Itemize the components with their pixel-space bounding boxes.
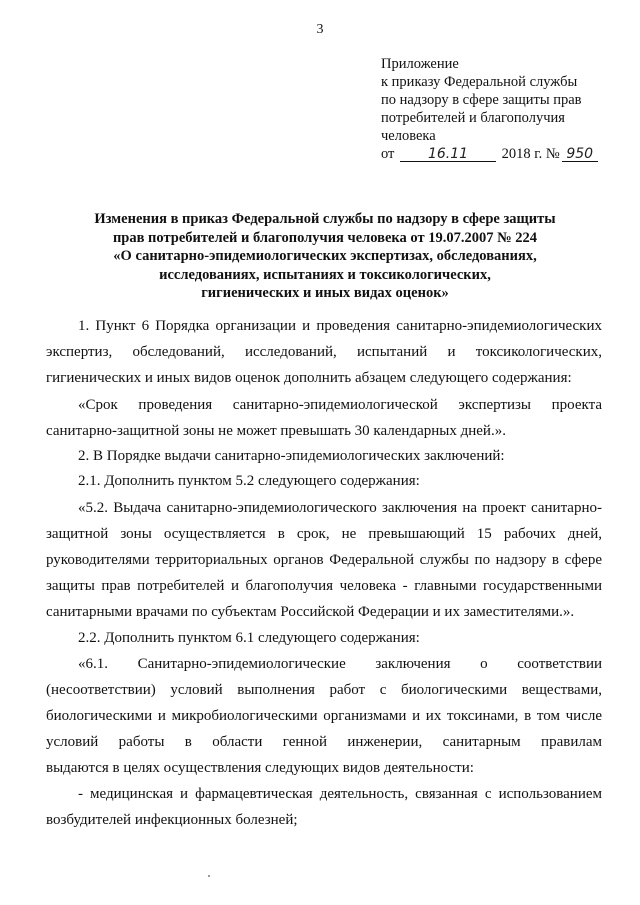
text-line: защитной зоны осуществляется в срок, не превышающий 15 рабочих дней,: [46, 526, 602, 542]
text-line: выдаются в целях осуществления следующих видов деятельности:: [46, 760, 474, 776]
handwritten-date: 16.11: [400, 147, 496, 162]
paragraph-7: [46, 651, 602, 781]
text-line: 1. Пункт 6 Порядка организации и проведения санитарно-эпидемиологических: [78, 318, 602, 334]
paragraph-2: [46, 392, 602, 444]
scan-speck: [208, 875, 210, 877]
text-line: санитарными врачами по субъектам Российской Федерации и их заместителями.».: [46, 604, 575, 620]
appendix-line: потребителей и благополучия: [381, 110, 565, 126]
paragraph-5: [46, 495, 602, 625]
text-line: возбудителей инфекционных болезней;: [46, 812, 298, 828]
text-line: санитарно-защитной зоны не может превышать 30 календарных дней.».: [46, 423, 506, 439]
text-line: биологическими и микробиологическими организмами и их токсинами, в том числе: [46, 708, 602, 724]
paragraph-6: [46, 625, 602, 651]
text-line: условий работы в области генной инженерии, санитарным правилам: [46, 734, 602, 750]
text-line: экспертиз, обследований, исследований, испытаний и токсикологических,: [46, 344, 602, 360]
paragraph-1: [46, 313, 602, 391]
title-line: гигиенических и иных видах оценок»: [201, 285, 449, 301]
title-line: исследованиях, испытаниях и токсикологических,: [159, 266, 491, 283]
from-label: от: [381, 146, 395, 162]
page-number: 3: [316, 22, 324, 37]
text-line: 2. В Порядке выдачи санитарно-эпидемиологических заключений:: [78, 448, 505, 464]
text-line: - медицинская и фармацевтическая деятельность, связанная с использованием: [78, 786, 602, 802]
appendix-block: [381, 55, 621, 163]
appendix-line: к приказу Федеральной службы: [381, 74, 578, 90]
paragraph-8: [46, 781, 602, 833]
appendix-line: по надзору в сфере защиты прав: [381, 92, 582, 108]
handwritten-number: 950: [562, 147, 598, 162]
appendix-line: Приложение: [381, 56, 459, 72]
text-line: защиты прав потребителей и благополучия человека - главными государственными: [46, 578, 602, 594]
title-line: прав потребителей и благополучия человека от 19.07.2007 № 224: [112, 229, 538, 246]
text-line: 2.1. Дополнить пунктом 5.2 следующего содержания:: [78, 473, 420, 489]
year-label: 2018 г. №: [501, 146, 560, 162]
text-line: руководителями территориальных органов Федеральной службы по надзору в сфере: [46, 552, 602, 568]
text-line: (несоответствии) условий выполнения работ с биологическими веществами,: [46, 682, 602, 698]
paragraph-4: [46, 468, 602, 494]
order-date-row: [381, 145, 621, 163]
document-title: [40, 210, 610, 303]
title-line: Изменения в приказ Федеральной службы по надзору в сфере защиты: [94, 211, 556, 227]
paragraph-3: [46, 443, 602, 469]
text-line: «Срок проведения санитарно-эпидемиологической экспертизы проекта: [78, 397, 602, 413]
title-line: «О санитарно-эпидемиологических экспертизах, обследованиях,: [113, 248, 537, 264]
text-line: «6.1. Санитарно-эпидемиологические заключения о соответствии: [78, 656, 602, 672]
text-line: «5.2. Выдача санитарно-эпидемиологического заключения на проект санитарно-: [78, 500, 602, 516]
text-line: гигиенических и иных видов оценок дополнить абзацем следующего содержания:: [46, 370, 572, 386]
text-line: 2.2. Дополнить пунктом 6.1 следующего содержания:: [78, 630, 420, 646]
appendix-line: человека: [381, 128, 436, 144]
